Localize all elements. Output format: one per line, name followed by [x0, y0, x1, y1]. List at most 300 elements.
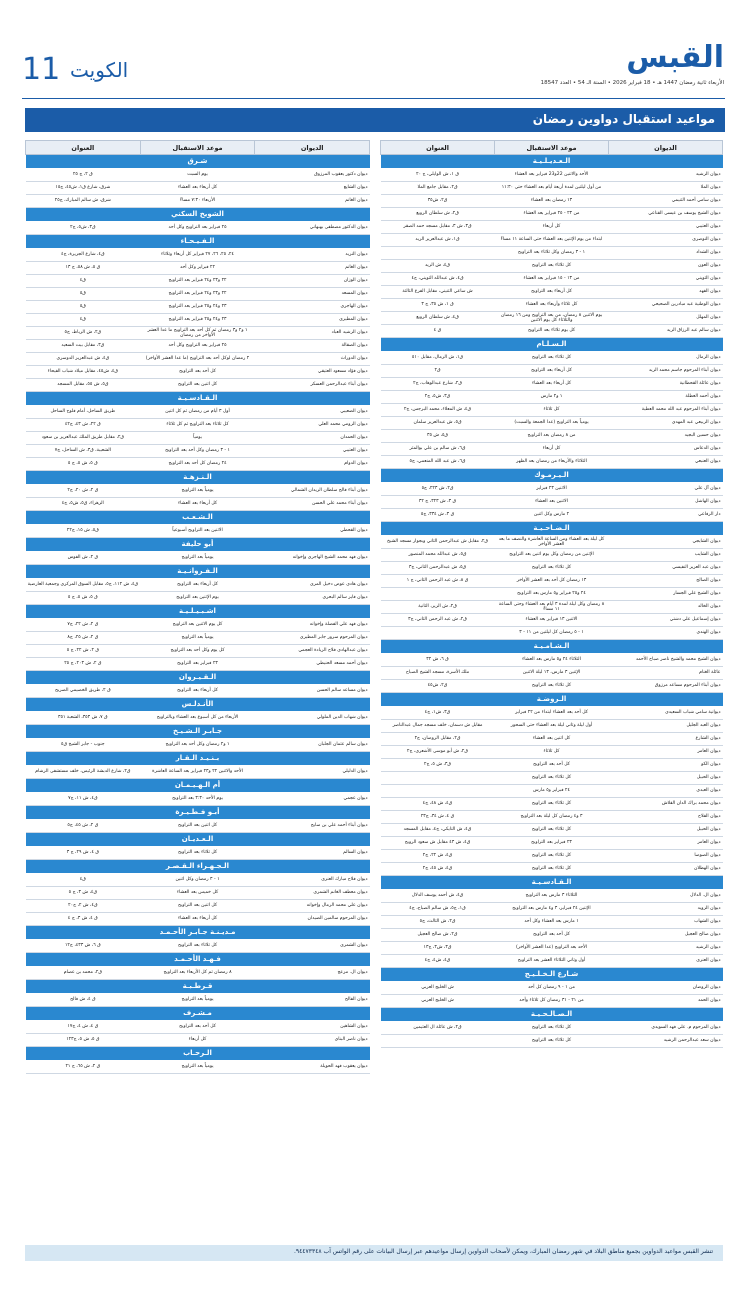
- area-band: [26, 752, 370, 766]
- table-row: [26, 552, 370, 565]
- reception-time-cell: كل أحد بعد التراويح: [140, 1021, 255, 1034]
- table-row: [381, 759, 723, 772]
- address-cell: جنوب - جابر الشيخ ق٥: [26, 739, 141, 752]
- area-band: [26, 671, 370, 685]
- table-row: [381, 456, 723, 469]
- diwan-name-cell: ديوان الزويد: [609, 903, 723, 916]
- area-band: [26, 980, 370, 994]
- diwan-name-cell: ديوان المرحوم سالمين الضيدان: [255, 913, 370, 926]
- area-name: الـسـلـام: [381, 338, 723, 352]
- diwan-name-cell: ديوان ال. مزعج: [255, 967, 370, 980]
- diwan-name-cell: ديوان عبدالهادي فلاح الزيادة العجمي: [255, 645, 370, 658]
- table-row: [26, 994, 370, 1007]
- reception-time-cell: كل يوم وكل أحد بعد التراويح: [140, 645, 255, 658]
- address-cell: ق ٦، ش ٤٣٣، ج١٢: [26, 940, 141, 953]
- area-band: [381, 155, 723, 169]
- address-cell: ق٢، ش سلطان الرويع: [381, 208, 495, 221]
- address-cell: ق ٢، ش ٢٠٣، ج ٢٥: [26, 658, 141, 671]
- address-cell: ش الخليج العربي: [381, 995, 495, 1008]
- address-cell: ق٤، ش ٤٥، ج٢: [381, 863, 495, 876]
- reception-time-cell: الإثنين ٢٤ فبراير، ٣ و٤ مارس بعد التراويح: [495, 903, 609, 916]
- table-row: [26, 847, 370, 860]
- area-name: الـعـديـان: [26, 833, 370, 847]
- diwan-name-cell: ديوان العبد الجليل: [609, 720, 723, 733]
- table-row: [381, 863, 723, 876]
- area-name: الـيـرمـوك: [381, 469, 723, 483]
- reception-time-cell: كل ثلاثاء بعد التراويح: [495, 798, 609, 811]
- table-row: [26, 485, 370, 498]
- address-cell: ق٤، ش ٤٣ مقابل ش سعود الرويح: [381, 837, 495, 850]
- address-cell: ق٤، ش أحمد يوسف الدلال: [381, 890, 495, 903]
- address-cell: ق ٣، ش ٣٢٣، ج ٣٢: [381, 496, 495, 509]
- diwan-name-cell: ديوان المسعد: [255, 288, 370, 301]
- reception-time-cell: ٢٣ و٢٤ و٢٥ فبراير بعد التراويح: [140, 301, 255, 314]
- address-cell: ق ٤، ش ٣٤، ج٢٣: [381, 811, 495, 824]
- address-cell: [381, 588, 495, 601]
- reception-time-cell: كل أربعاء بعد التراويح: [495, 365, 609, 378]
- area-name: أبو حليفة: [26, 538, 370, 552]
- address-cell: ق ٢، ش ٢٥، ج٨: [26, 632, 141, 645]
- diwan-name-cell: ديوان الملا: [609, 182, 723, 195]
- table-row: [381, 169, 723, 182]
- table-row: [26, 288, 370, 301]
- address-cell: [381, 247, 495, 260]
- area-name: الـصـالـحـيـة: [381, 1008, 723, 1022]
- table-row: [381, 549, 723, 562]
- table-row: [381, 378, 723, 391]
- diwan-name-cell: ديوان الزمال: [609, 352, 723, 365]
- table-row: [381, 667, 723, 680]
- diwan-name-cell: ديوان المرحوم م. علي فهد السويدي: [609, 1022, 723, 1035]
- col-header-address: العنوان: [381, 141, 495, 155]
- table-row: [26, 1021, 370, 1034]
- table-row: [381, 707, 723, 720]
- diwan-name-cell: ديوان الحبيل: [609, 824, 723, 837]
- area-name: أبـو فـطـيـرة: [26, 806, 370, 820]
- address-cell: ق٣، ش٣، ج١٣: [381, 942, 495, 955]
- left-column: [25, 140, 370, 1074]
- reception-time-cell: كل أربعاء بعد التراويح: [140, 579, 255, 592]
- reception-time-cell: يوم الإثنين بعد التراويح: [140, 592, 255, 605]
- diwan-name-cell: ديوان الشيخ يوسف بن عيسى القناعي: [609, 208, 723, 221]
- reception-time-cell: يوم الاثنين ٨ رمضان، من بعد التراويح ومن ١٦ رمضان والثلاثاء كل يوم الاثنين: [495, 312, 609, 325]
- table-row: [381, 536, 723, 549]
- address-cell: ق٣، ش ٥، ج٢: [381, 759, 495, 772]
- address-cell: ق٤، ش٤٥، مقابل ميلاد شباب الفيحاء: [26, 366, 141, 379]
- reception-time-cell: ١ - ٥ رمضان كل ليلتين من ١١ - ٣: [495, 627, 609, 640]
- address-cell: ق ٢، ش ٢٢، ج٧: [26, 619, 141, 632]
- reception-time-cell: أول ليلة وثاني ليلة بعد العشاء حتى السحور: [495, 720, 609, 733]
- area-band: [381, 469, 723, 483]
- reception-time-cell: ١ مارس بعد العشاء وكل أحد: [495, 916, 609, 929]
- table-row: [381, 247, 723, 260]
- address-cell: ق٤: [26, 314, 141, 327]
- reception-time-cell: كل أربعاء بعد التراويح: [140, 685, 255, 698]
- address-cell: [381, 772, 495, 785]
- diwan-name-cell: ديوان الشاهين: [255, 1021, 370, 1034]
- address-cell: ق٥، ش عبدالرحمن الثاني، ج٣: [381, 562, 495, 575]
- reception-time-cell: ٢٥ فبراير بعد التراويح وكل أحد: [140, 340, 255, 353]
- table-row: [381, 273, 723, 286]
- diwan-name-cell: ديوان الغانم: [255, 195, 370, 208]
- address-cell: ق٦، ش عبد الله المنعمي، ج٥: [381, 456, 495, 469]
- diwan-name-cell: ديوان أبناء المرحوم عبد الله محمد العطية: [609, 404, 723, 417]
- address-cell: ق٢، مقابل ش عبدالرحمن الثاني وبجوار مسجد الشيخ: [381, 536, 495, 549]
- address-cell: ق٢، شارع عبدالوهاب، ج٢: [381, 378, 495, 391]
- area-band: [26, 926, 370, 940]
- table-row: [26, 887, 370, 900]
- reception-time-cell: كل ثلاثاء بعد التراويح: [140, 940, 255, 953]
- table-row: [26, 419, 370, 432]
- table-row: [381, 299, 723, 312]
- area-band: [26, 953, 370, 967]
- reception-time-cell: ٢٢ و٢٣ و٢٤ فبراير بعد التراويح: [140, 288, 255, 301]
- area-band: [381, 640, 723, 654]
- diwan-name-cell: ديوان أبناء أحمد علي بن سايح: [255, 820, 370, 833]
- reception-time-cell: كل أربعاء: [495, 221, 609, 234]
- address-cell: ق٢، ش صالح العجيل: [381, 929, 495, 942]
- address-cell: شرق، ش سالم المبارك، ج٢٥: [26, 195, 141, 208]
- address-cell: ق٤: [26, 275, 141, 288]
- diwan-name-cell: ديوان الشهاب: [609, 916, 723, 929]
- area-band: [26, 208, 370, 222]
- col-header-diwan: الديوان: [609, 141, 723, 155]
- address-cell: ق٤، ش ١١، ج٧: [26, 793, 141, 806]
- address-cell: ق٥: [26, 301, 141, 314]
- diwan-name-cell: ديوان الدوام: [255, 458, 370, 471]
- area-band: [26, 833, 370, 847]
- address-cell: ق ٢٢، ش ٤٣، ج٤٢: [26, 419, 141, 432]
- banner-title: مواعيد استقبال دواوين رمضان: [532, 112, 715, 126]
- table-row: [381, 903, 723, 916]
- diwan-name-cell: ديوان العتيبي: [255, 445, 370, 458]
- table-row: [381, 916, 723, 929]
- table-row: [26, 820, 370, 833]
- area-name: أم الـهـيـمـان: [26, 779, 370, 793]
- table-row: [26, 314, 370, 327]
- reception-time-cell: كل اثنين بعد التراويح: [140, 820, 255, 833]
- address-cell: ق٣، مقابل بيت السعيد: [26, 340, 141, 353]
- address-cell: ق ٢، ج ٢٥: [26, 169, 141, 182]
- table-row: [381, 391, 723, 404]
- address-cell: ق٤، ش ١١٢، ج٥، مقابل السوق المركزي وجمعية العارضية: [26, 579, 141, 592]
- area-name: الـشـعـب: [26, 511, 370, 525]
- diwan-table-right: [380, 140, 723, 1048]
- table-row: [26, 195, 370, 208]
- col-header-time: موعد الاستقبال: [140, 141, 255, 155]
- address-cell: ق٥، ش عبدالعزيز سلمان: [381, 417, 495, 430]
- diwan-name-cell: ديوان الشارع: [609, 733, 723, 746]
- reception-time-cell: الأربعاء ٧:٣٠ مساءً: [140, 195, 255, 208]
- reception-time-cell: كل يوم ثلاثاء بعد التراويح: [495, 325, 609, 338]
- area-name: الـقـادسـيـة: [26, 392, 370, 406]
- table-row: [26, 874, 370, 887]
- diwan-name-cell: ديوان الهطلان: [609, 863, 723, 876]
- reception-time-cell: الثلاثاء ٢٤ و٥ مارس بعد العشاء: [495, 654, 609, 667]
- table-row: [381, 325, 723, 338]
- table-row: [26, 579, 370, 592]
- reception-time-cell: يومياً بعد التراويح: [140, 1061, 255, 1074]
- reception-time-cell: الإثنين ٣ مارس، ١٣ ليلة الاثنين: [495, 667, 609, 680]
- table-row: [26, 525, 370, 538]
- table-row: [26, 458, 370, 471]
- reception-time-cell: كل اثنين بعد التراويح: [140, 900, 255, 913]
- reception-time-cell: يومياً بعد التراويح: [140, 632, 255, 645]
- diwan-name-cell: ديوان الشايب: [609, 549, 723, 562]
- reception-time-cell: ١ - ٣ رمضان وكل أحد بعد التراويح: [140, 445, 255, 458]
- table-row: [381, 182, 723, 195]
- address-cell: ق٥، ش ٣٥: [381, 430, 495, 443]
- reception-time-cell: كل ليلة بعد العشاء ومن الساعة العاشرة والنصف ما بعد العشر الأواخر: [495, 536, 609, 549]
- section-name: الكويت: [70, 58, 129, 82]
- diwan-name-cell: ديوان هادي عوض دخيل المري: [255, 579, 370, 592]
- address-cell: ق٢، ش عبد الرحمن الثاني، ج٣: [381, 614, 495, 627]
- diwan-name-cell: ديوان الشايع: [255, 182, 370, 195]
- table-row: [381, 982, 723, 995]
- reception-time-cell: ٨ رمضان وكل ليلة لمدة ٣ أيام بعد العشاء وحتى الساعة ١١ مساءً: [495, 601, 609, 614]
- reception-time-cell: الاثنين ١٣ فبراير بعد العشاء: [495, 614, 609, 627]
- diwan-name-cell: ديوان الفهد: [609, 286, 723, 299]
- reception-time-cell: كل ثلاثاء: [495, 746, 609, 759]
- reception-time-cell: كل ثلاثاء وأربعاء بعد العشاء: [495, 299, 609, 312]
- reception-time-cell: يوم السبت: [140, 169, 255, 182]
- table-row: [26, 301, 370, 314]
- reception-time-cell: الأربعاء من كل أسبوع بعد العشاء وبالتراويح: [140, 712, 255, 725]
- diwan-name-cell: ديوان الخالد: [609, 601, 723, 614]
- diwan-name-cell: ديوان السالم: [255, 847, 370, 860]
- diwan-name-cell: ديوان النزيد: [255, 249, 370, 262]
- area-name: فـهـد الأحـمـد: [26, 953, 370, 967]
- reception-time-cell: الاثنين بعد العشاء: [495, 496, 609, 509]
- footer-note: [25, 1245, 723, 1261]
- area-band: [381, 522, 723, 536]
- diwan-name-cell: ديوان الدكتور مصطفى بهبهاني: [255, 222, 370, 235]
- diwan-name-cell: ديوان أبناء المرحوم مساعد مرزوق: [609, 680, 723, 693]
- diwan-name-cell: ديوان صالح العجيل: [609, 929, 723, 942]
- diwan-name-cell: ديوان الهندي: [609, 627, 723, 640]
- diwan-name-cell: ديوان النوصري: [609, 234, 723, 247]
- address-cell: ق٢، مقابل الروضان، ج٢: [381, 733, 495, 746]
- reception-time-cell: ١ - ٣ رمضان وكل اثنين: [140, 874, 255, 887]
- diwan-name-cell: ديوان الصالح: [609, 575, 723, 588]
- reception-time-cell: كل أحد بعد التراويح: [495, 929, 609, 942]
- diwan-name-cell: ديوان الحمد: [609, 995, 723, 1008]
- diwan-name-cell: ديوان العتيبي: [609, 221, 723, 234]
- reception-time-cell: كل ثلاثاء بعد التراويح: [495, 1035, 609, 1048]
- area-band: [26, 511, 370, 525]
- address-cell: ق٢: [381, 365, 495, 378]
- address-cell: ق٢، ش أبو موسى الأشعري، ج٢: [381, 746, 495, 759]
- address-cell: [381, 785, 495, 798]
- reception-time-cell: كل أربعاء: [495, 443, 609, 456]
- reception-time-cell: ٣ و٤ رمضان كل ليلة بعد التراويح: [495, 811, 609, 824]
- table-row: [26, 340, 370, 353]
- table-row: [26, 406, 370, 419]
- table-row: [26, 712, 370, 725]
- diwan-name-cell: ديوان الفلاح: [609, 811, 723, 824]
- table-row: [381, 772, 723, 785]
- area-band: [381, 876, 723, 890]
- table-row: [381, 221, 723, 234]
- address-cell: طريق الساحل، أمام فلوح الساحل: [26, 406, 141, 419]
- area-band: [26, 605, 370, 619]
- diwan-name-cell: ديوان المطيري: [255, 314, 370, 327]
- diwan-name-cell: ديوان الصقالة: [255, 340, 370, 353]
- diwan-name-cell: ديوان فؤاد مسعود العتيقي: [255, 366, 370, 379]
- reception-time-cell: كل ثلاثاء بعد التراويح: [495, 863, 609, 876]
- address-cell: ق٣، ش٥، ج٢: [26, 222, 141, 235]
- area-name: الـرحـاب: [26, 1047, 370, 1061]
- area-name: الأنـدلـس: [26, 698, 370, 712]
- table-row: [381, 1035, 723, 1048]
- table-row: [381, 995, 723, 1008]
- table-row: [26, 967, 370, 980]
- table-row: [26, 379, 370, 392]
- area-name: الـفـروانـيـة: [26, 565, 370, 579]
- area-band: [26, 471, 370, 485]
- diwan-name-cell: ديوان سعد عبدالرحمن الرشيد: [609, 1035, 723, 1048]
- area-name: جـابـر الـشـيـخ: [26, 725, 370, 739]
- address-cell: ق٤، ش سلطان الرويع: [381, 312, 495, 325]
- reception-time-cell: الأحد بعد التراويح (عدا العشر الأواخر): [495, 942, 609, 955]
- table-row: [381, 733, 723, 746]
- area-band: [26, 725, 370, 739]
- address-cell: ق٢، مقابل جامع الملا: [381, 182, 495, 195]
- address-cell: ق٢، ش٤٥: [381, 680, 495, 693]
- address-cell: ق٤، ش التايكي، ج٤، مقابل المسجد: [381, 824, 495, 837]
- area-name: الـروضـة: [381, 693, 723, 707]
- diwan-name-cell: ديوان المهلل: [609, 312, 723, 325]
- diwan-name-cell: ديوان أبناء فالح سلطان الزيدان الشمالي: [255, 485, 370, 498]
- diwan-name-cell: ديوان الثويني: [609, 273, 723, 286]
- page-number: 11: [22, 52, 61, 87]
- diwan-name-cell: ديوان الشيخ علي الجسار: [609, 588, 723, 601]
- diwan-name-cell: ديوان يعقوب فهد الحويلة: [255, 1061, 370, 1074]
- reception-time-cell: ٢٣ فبراير بعد التراويح: [495, 837, 609, 850]
- reception-time-cell: يومياً: [140, 432, 255, 445]
- area-name: الـضـاحـيـة: [381, 522, 723, 536]
- area-name: الـشـامـيـة: [381, 640, 723, 654]
- table-row: [26, 658, 370, 671]
- address-cell: الزهراء، ق٥، ش٥، ج٤: [26, 498, 141, 511]
- diwan-name-cell: ديوان أبناء عبدالرحمن العسكر: [255, 379, 370, 392]
- diwan-name-cell: ديوان العون: [609, 260, 723, 273]
- table-row: [381, 443, 723, 456]
- diwan-name-cell: ديوان الوزان: [255, 275, 370, 288]
- address-cell: شرق، شارع ق١، ش٤٥، ج١٥: [26, 182, 141, 195]
- reception-time-cell: من ٨ رمضان بعد التراويح: [495, 430, 609, 443]
- address-cell: ق ٢، طريق الخصيمي الصريح: [26, 685, 141, 698]
- table-row: [381, 260, 723, 273]
- diwan-name-cell: ديوان العامر: [609, 837, 723, 850]
- reception-time-cell: كل ثلاثاء بعد التراويح: [495, 352, 609, 365]
- table-row: [381, 785, 723, 798]
- reception-time-cell: كل اثنين بعد العشاء: [495, 733, 609, 746]
- address-cell: ق٣، ش٥، ج٢: [381, 391, 495, 404]
- table-row: [381, 850, 723, 863]
- diwan-name-cell: ديوانية سامي شباب السعيدي: [609, 707, 723, 720]
- table-row: [381, 1022, 723, 1035]
- diwan-name-cell: ديوان الشايجي: [609, 536, 723, 549]
- diwan-name-cell: ديوان إسماعيل علي دشتي: [609, 614, 723, 627]
- address-cell: ق٤، ش ٣، ج ٥: [26, 887, 141, 900]
- table-row: [26, 498, 370, 511]
- area-band: [381, 968, 723, 982]
- table-row: [26, 432, 370, 445]
- diwan-table-left: [25, 140, 370, 1074]
- reception-time-cell: كل اثنين بعد التراويح: [140, 379, 255, 392]
- address-cell: ق ٥، ش ٥، ج١٢٣: [26, 1034, 141, 1047]
- address-cell: ق٤، ش٤، ج٤: [381, 955, 495, 968]
- reception-time-cell: من أول ليلتين لمدة أربعة أيام بعد العشاء حتى ١١:٣٠: [495, 182, 609, 195]
- address-cell: ق ٥، ش ٥، ج ٥: [26, 458, 141, 471]
- address-cell: ق ٤، ش ٤، ج١٧: [26, 1021, 141, 1034]
- reception-time-cell: كل أربعاء: [140, 1034, 255, 1047]
- diwan-name-cell: ديوان العنبعي: [609, 456, 723, 469]
- diwan-name-cell: ديوان المرحوم سرور جابر المطيري: [255, 632, 370, 645]
- reception-time-cell: كل أربعاء بعد العشاء: [140, 498, 255, 511]
- diwan-name-cell: ديوان آل علي: [609, 483, 723, 496]
- right-column: [380, 140, 723, 1048]
- table-row: [26, 793, 370, 806]
- diwan-name-cell: ديوان العبدي: [609, 785, 723, 798]
- address-cell: ملك الأسرة، مسجد الشيخ الصباح: [381, 667, 495, 680]
- table-row: [26, 913, 370, 926]
- area-name: الـقـادسـيـة: [381, 876, 723, 890]
- address-cell: ق١، ج٥، ش سالم الصباح، ج٤: [381, 903, 495, 916]
- table-row: [381, 404, 723, 417]
- reception-time-cell: الثلاثاء ٣ مارس بعد التراويح: [495, 890, 609, 903]
- reception-time-cell: من ١ - ٩ رمضان كل أحد: [495, 982, 609, 995]
- reception-time-cell: ابتداء من يوم الإثنين بعد العشاء حتى الساعة ١١ مساءً: [495, 234, 609, 247]
- reception-time-cell: ٢ مارس وكل اثنين: [495, 509, 609, 522]
- diwan-name-cell: ديوان الشداد: [609, 247, 723, 260]
- diwan-name-cell: ديوان فهد محمد الشيخ الهاجري وإخوانه: [255, 552, 370, 565]
- table-row: [26, 182, 370, 195]
- address-cell: ق ٧، ش ٣٥٣، الشعبة ٣٥١: [26, 712, 141, 725]
- section-banner: [25, 108, 725, 132]
- table-row: [26, 766, 370, 779]
- address-cell: ق٢، محمد بن عصام: [26, 967, 141, 980]
- address-cell: ق٢، ش الزير، الثانية: [381, 601, 495, 614]
- table-row: [26, 353, 370, 366]
- reception-time-cell: كل أحد بعد العشاء ابتداء من ٢٢ فبراير: [495, 707, 609, 720]
- diwan-name-cell: ديوان أحمد العطلة: [609, 391, 723, 404]
- address-cell: ق٢، ش الثالث، ج٥: [381, 916, 495, 929]
- table-row: [381, 837, 723, 850]
- table-row: [381, 365, 723, 378]
- reception-time-cell: كل خميس بعد العشاء: [140, 887, 255, 900]
- reception-time-cell: ١٣ رمضان كل أحد بعد العشر الأواخر: [495, 575, 609, 588]
- address-cell: ق١، ش عبدالعزيز الزيد: [381, 234, 495, 247]
- reception-time-cell: ١٣ رمضان بعد العشاء: [495, 195, 609, 208]
- address-cell: ق ٥، ش ٥، ج ٥: [26, 592, 141, 605]
- address-cell: ق٦، ش سالم بن علي بوالمثر: [381, 443, 495, 456]
- reception-time-cell: ٢٤ رمضان كل أحد بعد التراويح: [140, 458, 255, 471]
- diwan-name-cell: ديوان الشيخ محمد والشيخ ناصر صباح الأحمد: [609, 654, 723, 667]
- address-cell: ق٤، ش ٤٨، ج٤: [381, 798, 495, 811]
- table-row: [381, 811, 723, 824]
- reception-time-cell: ٢٢ فبراير وكل أحد: [140, 262, 255, 275]
- reception-time-cell: ٨ رمضان ثم كل الأربعاء بعد التراويح: [140, 967, 255, 980]
- diwan-name-cell: عائلة الغنام: [609, 667, 723, 680]
- reception-time-cell: كل أحد بعد التراويح: [495, 759, 609, 772]
- diwan-name-cell: ديوان الوطنية عبد مبادرين الصحيحي: [609, 299, 723, 312]
- address-cell: ق ٢، ش الفوس: [26, 552, 141, 565]
- reception-time-cell: ١ - ٣ رمضان وكل ثلاثاء بعد التراويح: [495, 247, 609, 260]
- reception-time-cell: أول وثاني الثلاثاء العشر بعد التراويح: [495, 955, 609, 968]
- address-cell: ق٢، ش عائلة ال العثيمين: [381, 1022, 495, 1035]
